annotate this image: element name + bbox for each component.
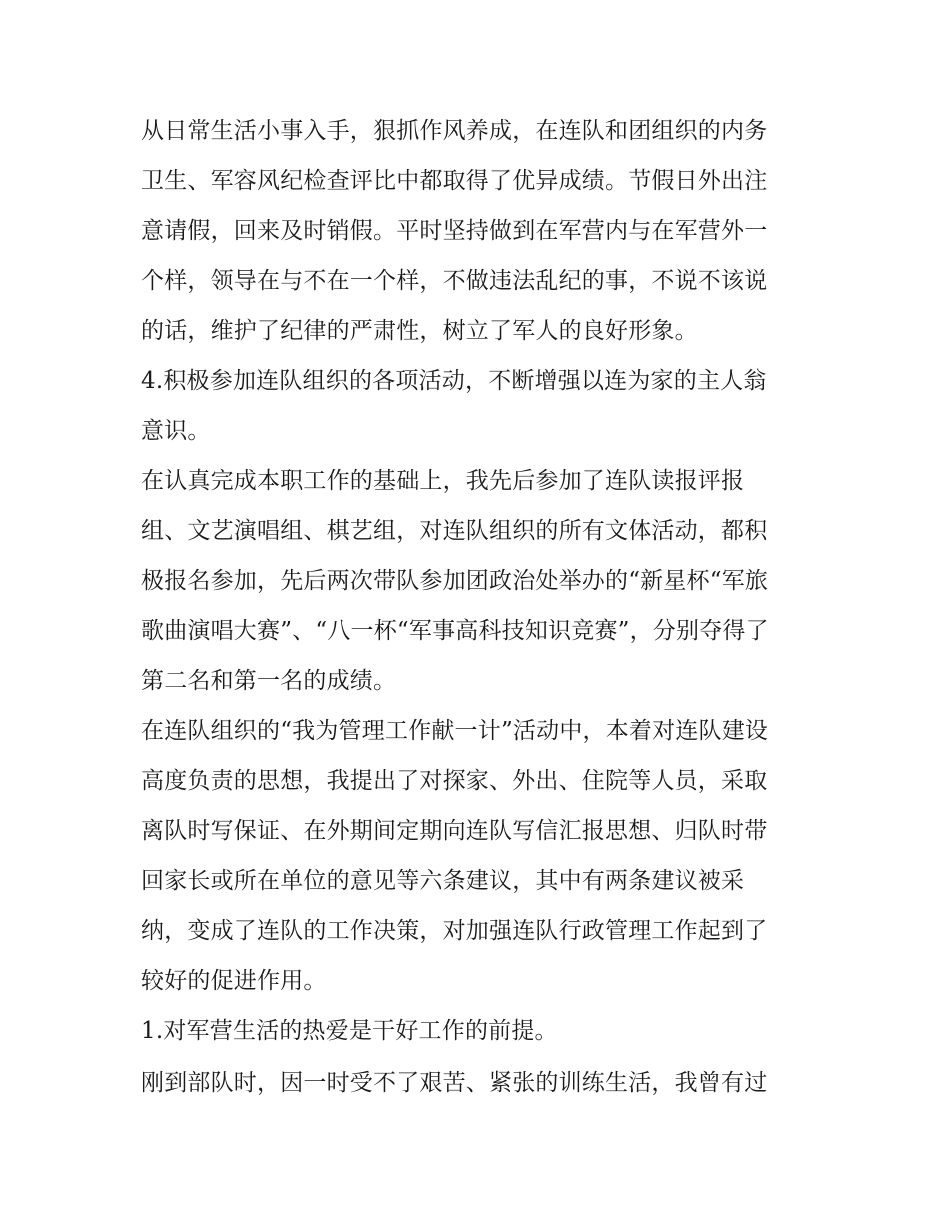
section-heading: 意识。 [141, 418, 211, 444]
text-line: 卫生、军容风纪检查评比中都取得了优异成绩。节假日外出注 [141, 168, 768, 194]
document-body [141, 106, 816, 1108]
text-line: 的话，维护了纪律的严肃性，树立了军人的良好形象。 [141, 318, 698, 344]
text-line: 回家长或所在单位的意见等六条建议，其中有两条建议被采 [141, 868, 745, 894]
text-line: 极报名参加，先后两次带队参加团政治处举办的“新星杯“军旅 [141, 568, 769, 594]
text-line: 高度负责的思想，我提出了对探家、外出、住院等人员，采取 [141, 768, 768, 794]
text-line: 在连队组织的“我为管理工作献一计”活动中，本着对连队建设 [141, 718, 769, 744]
text-line: 个样，领导在与不在一个样，不做违法乱纪的事，不说不该说 [141, 268, 768, 294]
section-heading: 4.积极参加连队组织的各项活动，不断增强以连为家的主人翁 [141, 368, 767, 394]
text-line: 组、文艺演唱组、棋艺组，对连队组织的所有文体活动，都积 [141, 518, 768, 544]
text-line: 离队时写保证、在外期间定期向连队写信汇报思想、归队时带 [141, 818, 768, 844]
text-line: 从日常生活小事入手，狠抓作风养成，在连队和团组织的内务 [141, 118, 768, 144]
text-line: 第二名和第一名的成绩。 [141, 668, 397, 694]
text-line: 意请假，回来及时销假。平时坚持做到在军营内与在军营外一 [141, 218, 768, 244]
text-line: 刚到部队时，因一时受不了艰苦、紧张的训练生活，我曾有过 [141, 1070, 768, 1096]
text-line: 纳，变成了连队的工作决策，对加强连队行政管理工作起到了 [141, 918, 768, 944]
section-heading: 1.对军营生活的热爱是干好工作的前提。 [141, 1018, 558, 1044]
text-line: 较好的促进作用。 [141, 968, 327, 994]
text-line: 在认真完成本职工作的基础上，我先后参加了连队读报评报 [141, 468, 745, 494]
text-line: 歌曲演唱大赛”、“八一杯“军事高科技知识竞赛”，分别夺得了 [141, 618, 769, 644]
